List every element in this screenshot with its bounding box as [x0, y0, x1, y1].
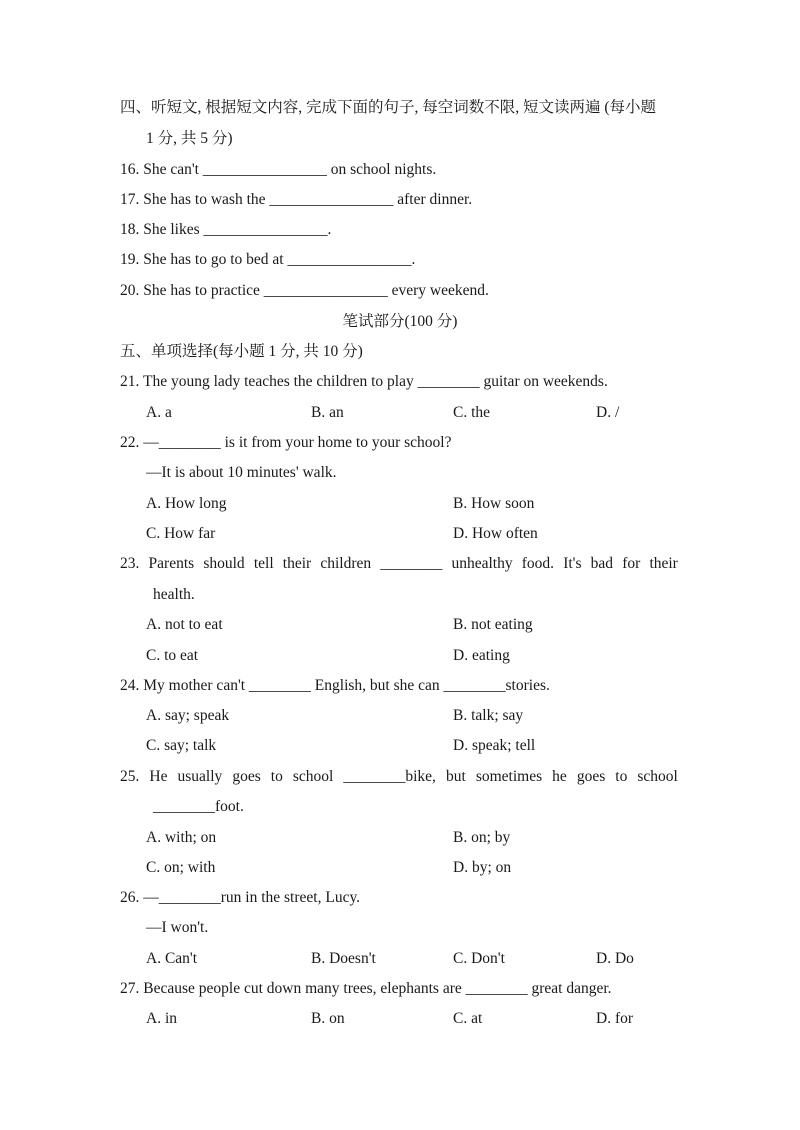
q25-word: school: [292, 768, 334, 785]
q27-option-c: C. at: [453, 1010, 483, 1027]
question-26-stem: 26. —________run in the street, Lucy.: [120, 889, 361, 906]
q23-blank: ________: [380, 555, 443, 572]
question-17: 17. She has to wash the ________________ after dinner.: [120, 191, 473, 208]
q23-option-c: C. to eat: [146, 647, 199, 664]
q21-option-a: A. a: [146, 404, 172, 421]
q25-option-b: B. on; by: [453, 829, 511, 846]
q21-option-c: C. the: [453, 404, 491, 421]
q24-option-a: A. say; speak: [146, 707, 230, 724]
q25-option-c: C. on; with: [146, 859, 216, 876]
question-23-stem-cont: health.: [153, 586, 195, 603]
q24-option-b: B. talk; say: [453, 707, 524, 724]
question-21-stem: 21. The young lady teaches the children to play ________ guitar on weekends.: [120, 373, 608, 390]
q23-word: Parents: [148, 555, 195, 572]
q23-word: tell: [253, 555, 274, 572]
q24-option-c: C. say; talk: [146, 737, 217, 754]
q27-option-d: D. for: [596, 1010, 634, 1027]
section5-heading: 五、单项选择(每小题 1 分, 共 10 分): [120, 343, 363, 360]
q26-option-c: C. Don't: [453, 950, 505, 967]
q23-word: food.: [521, 555, 555, 572]
q22-option-a: A. How long: [146, 495, 227, 512]
q25-word: He: [149, 768, 168, 785]
q26-option-b: B. Doesn't: [311, 950, 376, 967]
q25-word: 25.: [120, 768, 140, 785]
q23-word: 23.: [120, 555, 140, 572]
question-24-stem: 24. My mother can't ________ English, but she can ________stories.: [120, 677, 550, 694]
q26-option-d: D. Do: [596, 950, 634, 967]
q25-option-d: D. by; on: [453, 859, 512, 876]
q25-word: goes: [576, 768, 606, 785]
q25-word: but: [445, 768, 466, 785]
question-27-stem: 27. Because people cut down many trees, elephants are ________ great danger.: [120, 980, 612, 997]
q23-word: unhealthy: [451, 555, 513, 572]
q26-option-a: A. Can't: [146, 950, 198, 967]
q21-option-d: D. /: [596, 404, 620, 421]
question-19: 19. She has to go to bed at ________________.: [120, 251, 416, 268]
q23-word: children: [320, 555, 372, 572]
question-20: 20. She has to practice ________________ every weekend.: [120, 282, 489, 299]
q27-option-a: A. in: [146, 1010, 177, 1027]
q25-blank: ________bike,: [343, 768, 436, 785]
q25-word: usually: [177, 768, 223, 785]
written-section-title: 笔试部分(100 分): [342, 313, 458, 330]
q23-option-a: A. not to eat: [146, 616, 223, 633]
question-18: 18. She likes ________________.: [120, 221, 332, 238]
q23-word: bad: [590, 555, 614, 572]
q23-word: their: [282, 555, 312, 572]
question-22-stem: 22. —________ is it from your home to your school?: [120, 434, 452, 451]
section4-heading-cont: 1 分, 共 5 分): [146, 130, 233, 147]
q24-option-d: D. speak; tell: [453, 737, 536, 754]
question-23-stem: [120, 554, 678, 574]
q22-option-c: C. How far: [146, 525, 216, 542]
question-25-stem-cont: ________foot.: [153, 798, 244, 815]
question-26-reply: —I won't.: [146, 919, 209, 936]
q23-word: It's: [563, 555, 582, 572]
q22-option-b: B. How soon: [453, 495, 535, 512]
q23-word: should: [203, 555, 245, 572]
q25-option-a: A. with; on: [146, 829, 217, 846]
question-25-stem: [120, 767, 678, 787]
q21-option-b: B. an: [311, 404, 344, 421]
q23-option-b: B. not eating: [453, 616, 533, 633]
q25-word: to: [270, 768, 283, 785]
q25-word: sometimes: [475, 768, 543, 785]
q25-word: to: [615, 768, 628, 785]
section4-heading: 四、听短文, 根据短文内容, 完成下面的句子, 每空词数不限, 短文读两遍 (每小题: [120, 99, 657, 116]
question-22-reply: —It is about 10 minutes' walk.: [146, 464, 337, 481]
question-16: 16. She can't ________________ on school nights.: [120, 161, 437, 178]
q25-word: goes: [232, 768, 261, 785]
q25-word: he: [552, 768, 567, 785]
q22-option-d: D. How often: [453, 525, 538, 542]
q27-option-b: B. on: [311, 1010, 345, 1027]
q25-word: school: [637, 768, 678, 785]
q23-word: for: [622, 555, 641, 572]
q23-option-d: D. eating: [453, 647, 510, 664]
q23-word: their: [649, 555, 678, 572]
